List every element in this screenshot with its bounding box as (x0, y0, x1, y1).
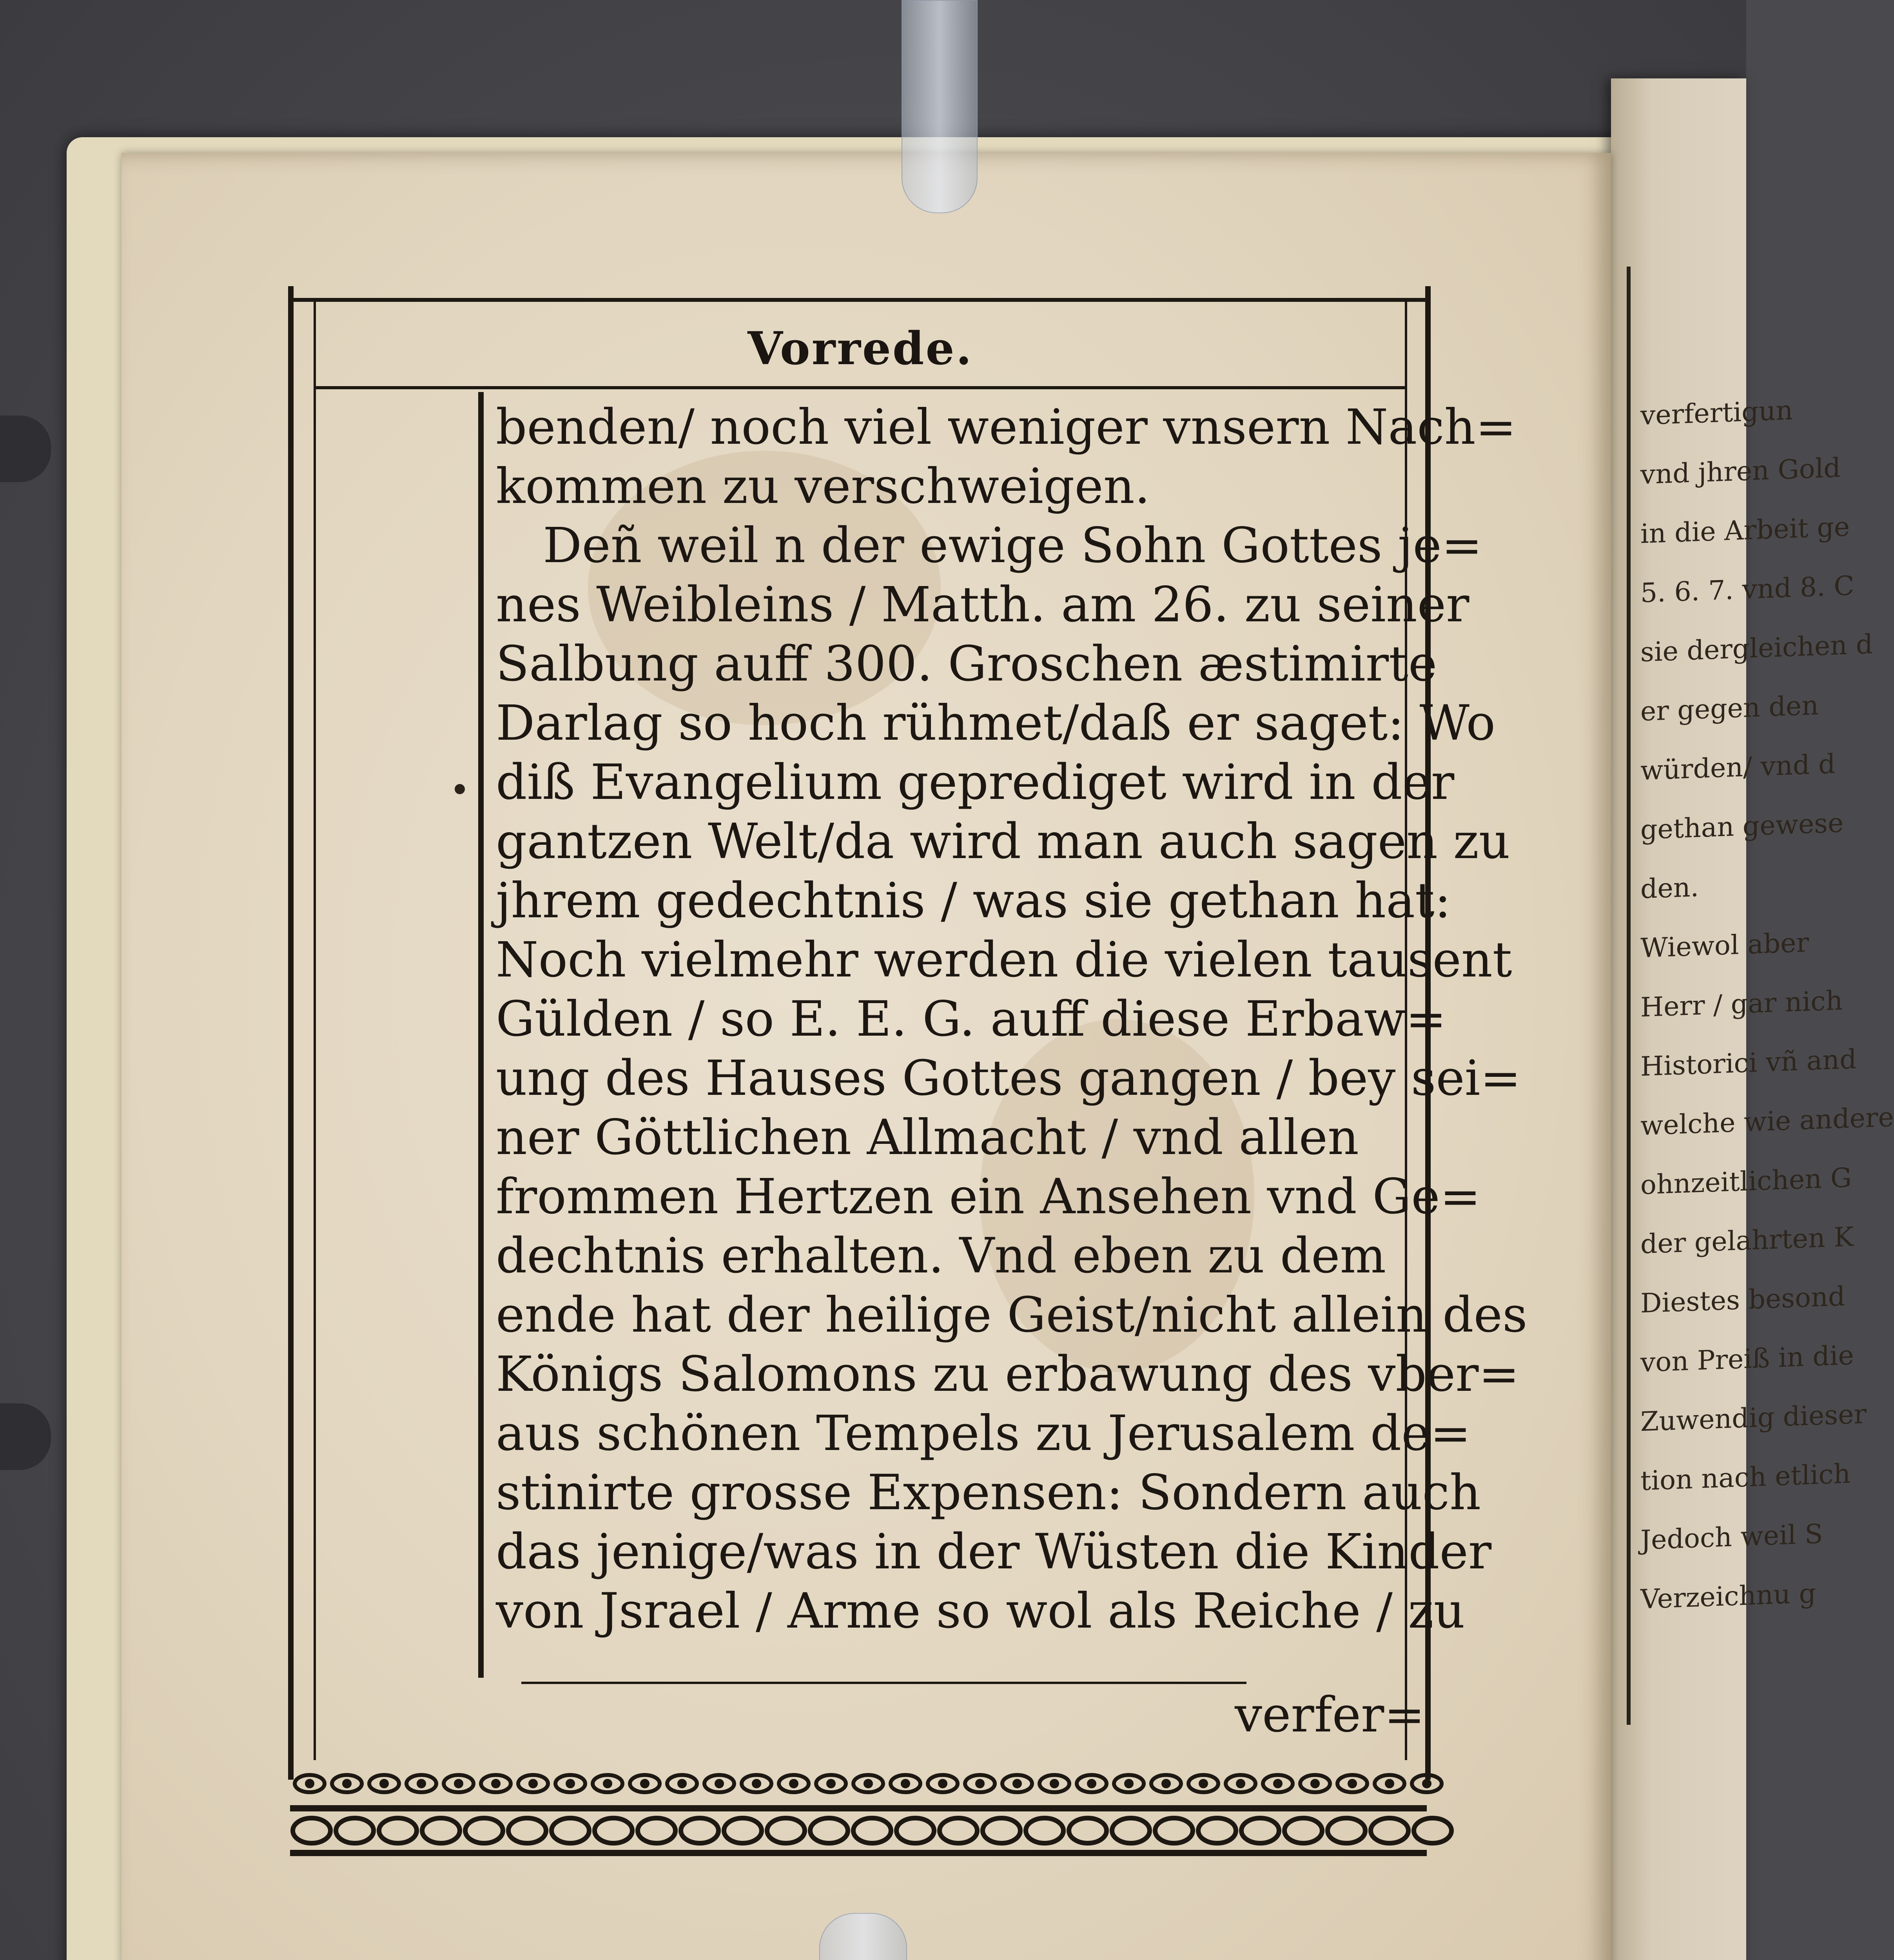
ornament-chain-link (336, 1818, 374, 1843)
ornament-dot (530, 1781, 536, 1786)
text-line: ung des Hauses Gottes gangen / bey sei= (496, 1050, 1521, 1107)
facing-text-line: er gegen den (1640, 690, 1819, 728)
head-rule (314, 386, 1407, 389)
ornament-chain-link (1371, 1818, 1408, 1843)
text-line: Deñ weil n der ewige Sohn Gottes je= (543, 517, 1482, 574)
ornament-chain-link (767, 1818, 805, 1843)
ornament-dot (1089, 1781, 1094, 1786)
ornament-dot (903, 1781, 908, 1786)
facing-text-line: Diestes besond (1640, 1281, 1845, 1319)
ornament-border-upper (290, 1766, 1427, 1801)
facing-text-line: 5. 6. 7. vnd 8. C (1640, 570, 1854, 609)
ornament-chain-link (379, 1818, 417, 1843)
ornament-dot (381, 1781, 387, 1786)
ornament-dot (865, 1781, 871, 1786)
ornament-dot (717, 1781, 722, 1786)
ornament-dot (1126, 1781, 1132, 1786)
text-line: diß Evangelium geprediget wird in der (496, 754, 1455, 811)
ornament-dot (791, 1781, 796, 1786)
ornament-chain-link (1198, 1818, 1236, 1843)
ornament-chain-link (983, 1818, 1020, 1843)
ornament-border-lower (290, 1805, 1427, 1856)
facing-text-line: würden/ vnd d (1640, 748, 1836, 787)
text-line: kommen zu verschweigen. (496, 458, 1150, 515)
facing-text-line: Zuwendig dieser (1640, 1399, 1867, 1438)
facing-text-line: Jedoch weil S (1640, 1518, 1823, 1556)
running-head: Vorrede. (747, 322, 973, 375)
ornament-dot (977, 1781, 983, 1786)
text-line: dechtnis erhalten. Vnd eben zu dem (496, 1228, 1386, 1284)
ornament-chain-link (465, 1818, 503, 1843)
ornament-chain-link (940, 1818, 977, 1843)
ornament-chain-link (1284, 1818, 1322, 1843)
ornament-chain-link (724, 1818, 762, 1843)
ornament-dot (679, 1781, 685, 1786)
text-line: ner Göttlichen Allmacht / vnd allen (496, 1109, 1359, 1166)
facing-text-line: Wiewol aber (1640, 927, 1809, 964)
ornament-chain-link (896, 1818, 934, 1843)
ornament-chain-link (1026, 1818, 1063, 1843)
page-clip-top (902, 0, 978, 213)
facing-text-line: den. (1640, 872, 1699, 905)
text-line: nes Weibleins / Matth. am 26. zu seiner (496, 577, 1469, 633)
text-line: aus schönen Tempels zu Jerusalem de= (496, 1405, 1471, 1462)
ink-dot (455, 784, 465, 794)
text-line: Königs Salomons zu erbawung des vber= (496, 1346, 1520, 1403)
facing-text-line: Verzeichnu g (1640, 1578, 1816, 1615)
ornament-dot (828, 1781, 834, 1786)
facing-text-line: Herr / gar nich (1640, 985, 1843, 1024)
ornament-chain-link (853, 1818, 891, 1843)
ornament-dot (1312, 1781, 1318, 1786)
text-block-rule (478, 392, 484, 1678)
ornament-dot (344, 1781, 350, 1786)
facing-text-line: der gelahrten K (1640, 1221, 1854, 1260)
text-line: von Jsrael / Arme so wol als Reiche / zu (496, 1583, 1465, 1639)
facing-text-line: sie dergleichen d (1640, 629, 1873, 668)
ornament-upper-svg (290, 1766, 1427, 1801)
ornament-dot (1052, 1781, 1057, 1786)
ornament-chain-link (638, 1818, 675, 1843)
ornament-chain-link (810, 1818, 848, 1843)
text-line: Gülden / so E. E. G. auff diese Erbaw= (496, 991, 1446, 1047)
facing-text-line: Historici vñ and (1640, 1044, 1857, 1083)
ornament-chain-link (681, 1818, 718, 1843)
ornament-dot (568, 1781, 573, 1786)
facing-text-line: in die Arbeit ge (1640, 511, 1850, 550)
ornament-chain-link (1112, 1818, 1150, 1843)
ornament-dot (456, 1781, 461, 1786)
ornament-chain-link (422, 1818, 460, 1843)
facing-text-line: ohnzeitlichen G (1640, 1162, 1852, 1201)
ornament-dot (1238, 1781, 1243, 1786)
ornament-chain-link (293, 1818, 330, 1843)
ornament-chain-link (1155, 1818, 1193, 1843)
ornament-dot (1201, 1781, 1206, 1786)
text-line: benden/ noch viel weniger vnsern Nach= (496, 399, 1517, 456)
catchword: verfer= (1235, 1687, 1425, 1743)
ornament-dot (754, 1781, 759, 1786)
ornament-chain-link (1328, 1818, 1365, 1843)
ornament-dot (493, 1781, 499, 1786)
text-line: Noch vielmehr werden die vielen tausent (496, 932, 1512, 988)
ornament-dot (307, 1781, 312, 1786)
facing-page-text (1640, 384, 1894, 1737)
facing-text-line: verfertigun (1640, 395, 1793, 432)
ornament-chain-link (1069, 1818, 1107, 1843)
facing-text-line: tion nach etlich (1640, 1458, 1851, 1497)
ornament-dot (1387, 1781, 1392, 1786)
text-line: Darlag so hoch rühmet/daß er saget: Wo (496, 695, 1496, 751)
ornament-dot (1424, 1781, 1430, 1786)
ornament-dot (940, 1781, 945, 1786)
ornament-dot (419, 1781, 424, 1786)
ornament-dot (1163, 1781, 1169, 1786)
ornament-chain-link (595, 1818, 632, 1843)
text-line: frommen Hertzen ein Ansehen vnd Ge= (496, 1169, 1481, 1225)
text-line: gantzen Welt/da wird man auch sagen zu (496, 813, 1510, 870)
text-line: das jenige/was in der Wüsten die Kinder (496, 1524, 1492, 1580)
text-line: Salbung auff 300. Groschen æstimirte (496, 636, 1437, 692)
ornament-dot (642, 1781, 648, 1786)
ornament-chain-link (1241, 1818, 1279, 1843)
ornament-dot (1014, 1781, 1020, 1786)
body-text (496, 398, 1528, 1644)
facing-text-line: vnd jhren Gold (1640, 452, 1841, 491)
facing-text-line: von Preiß in die (1640, 1340, 1854, 1379)
text-line: stinirte grosse Expensen: Sondern auch (496, 1465, 1481, 1521)
ornament-lower-svg (290, 1805, 1427, 1856)
ornament-dot (1275, 1781, 1281, 1786)
frame-top-rule (288, 298, 1431, 302)
tail-rule (521, 1682, 1246, 1684)
ornament-chain-link (508, 1818, 546, 1843)
text-line: ende hat der heilige Geist/nicht allein des (496, 1287, 1528, 1343)
ornament-chain-link (552, 1818, 589, 1843)
facing-text-line: welche wie andere (1640, 1102, 1894, 1142)
ornament-dot (1350, 1781, 1355, 1786)
text-line: jhrem gedechtnis / was sie gethan hat: (496, 873, 1451, 929)
ornament-dot (605, 1781, 610, 1786)
facing-text-line: gethan gewese (1640, 808, 1844, 846)
